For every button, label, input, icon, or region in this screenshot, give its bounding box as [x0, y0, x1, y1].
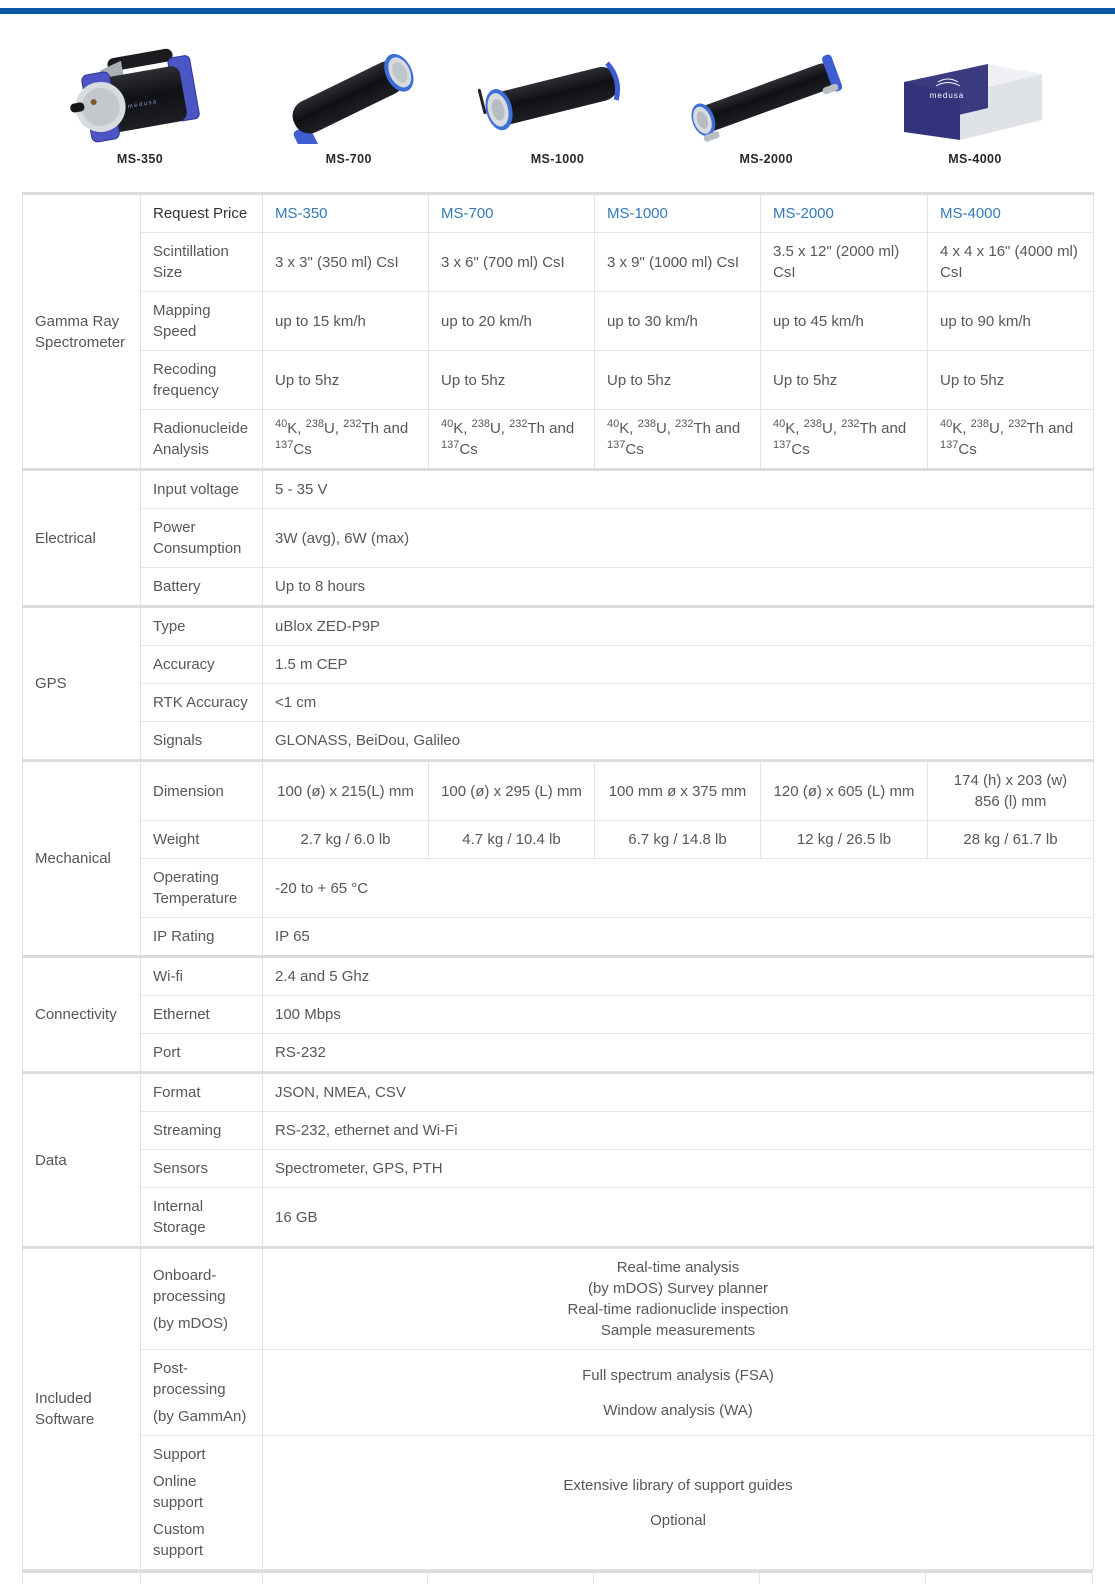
- spec-value-cell: up to 90 km/h: [928, 292, 1094, 351]
- spec-value-cell: 2.7 kg / 6.0 lb: [263, 821, 429, 859]
- spec-label-cell: Battery: [141, 568, 263, 607]
- span-value-cell: 2.4 and 5 Ghz: [263, 957, 1094, 996]
- spec-value-cell: 120 (ø) x 605 (L) mm: [761, 761, 928, 821]
- product-image-ms-4000: [890, 48, 1060, 144]
- spec-label-cell: Sensors: [141, 1150, 263, 1188]
- span-value-cell: [263, 1248, 1094, 1350]
- spec-value-cell: 4.7 kg / 10.4 lb: [429, 821, 595, 859]
- spec-value-cell: $^{40}$K, $^{238}$U, $^{232}$Th and $^{137}$Cs: [928, 410, 1094, 470]
- spec-value-cell: 100 (ø) x 215(L) mm: [263, 761, 429, 821]
- spec-label-cell: [141, 1350, 263, 1436]
- spec-value-cell: 3.5 x 12" (2000 ml) CsI: [761, 233, 928, 292]
- spec-value-cell: 100 mm ø x 375 mm: [595, 761, 761, 821]
- group-cell-included-software: Included Software: [23, 1248, 141, 1570]
- span-value-cell: 5 - 35 V: [263, 470, 1094, 509]
- spec-value-cell: Up to 5hz: [263, 351, 429, 410]
- product-ms-4000[interactable]: [875, 48, 1075, 166]
- spec-value-cell: up to 30 km/h: [595, 292, 761, 351]
- label-line: Onboard-processing: [153, 1266, 226, 1305]
- model-header-ms-4000[interactable]: MS-4000: [928, 194, 1094, 233]
- spec-value-cell: 3 x 9" (1000 ml) CsI: [595, 233, 761, 292]
- value-line: Real-time analysis: [616, 1259, 740, 1276]
- section-mechanical: [23, 761, 1094, 957]
- value-line: Real-time radionuclide inspection: [567, 1301, 789, 1318]
- spec-value-cell: 4 x 4 x 16" (4000 ml) CsI: [928, 233, 1094, 292]
- span-value-cell: -20 to + 65 °C: [263, 859, 1094, 918]
- spec-value-cell: 3 x 6" (700 ml) CsI: [429, 233, 595, 292]
- section-data: [23, 1073, 1094, 1248]
- spec-value-cell: up to 15 km/h: [263, 292, 429, 351]
- spec-value-cell: Up to 5hz: [595, 351, 761, 410]
- span-value-cell: RS-232: [263, 1034, 1094, 1073]
- table-row: [23, 233, 1094, 292]
- span-value-cell: Spectrometer, GPS, PTH: [263, 1150, 1094, 1188]
- spec-label-cell: Power Consumption: [141, 509, 263, 568]
- model-header-ms-1000[interactable]: MS-1000: [595, 194, 761, 233]
- section-electrical: [23, 470, 1094, 607]
- spec-value-cell: 12 kg / 26.5 lb: [761, 821, 928, 859]
- spec-label-cell: Signals: [141, 722, 263, 761]
- model-header-ms-2000[interactable]: MS-2000: [761, 194, 928, 233]
- span-value-cell: 100 Mbps: [263, 996, 1094, 1034]
- spec-value-cell: 174 (h) x 203 (w) 856 (l) mm: [928, 761, 1094, 821]
- spec-value-cell: $^{40}$K, $^{238}$U, $^{232}$Th and $^{137}$Cs: [761, 410, 928, 470]
- product-ms-2000[interactable]: [666, 48, 866, 166]
- value-line: Extensive library of support guides: [563, 1476, 793, 1494]
- spec-label-cell: [141, 1248, 263, 1350]
- table-row: [23, 410, 1094, 470]
- product-label: MS-700: [325, 152, 372, 166]
- label-line: Custom support: [153, 1521, 205, 1559]
- table-row: [23, 722, 1094, 761]
- section-gamma-ray-spectrometer: [23, 194, 1094, 470]
- label-line: Online support: [153, 1473, 204, 1511]
- table-row: [23, 859, 1094, 918]
- spec-value-cell: 28 kg / 61.7 lb: [928, 821, 1094, 859]
- product-image-ms-2000: [681, 48, 851, 144]
- span-value-cell: Up to 8 hours: [263, 568, 1094, 607]
- spec-table: [22, 192, 1094, 1570]
- span-value-cell: [263, 1436, 1094, 1570]
- span-value-cell: JSON, NMEA, CSV: [263, 1073, 1094, 1112]
- section-connectivity: [23, 957, 1094, 1073]
- value-line: Full spectrum analysis (FSA): [582, 1366, 774, 1384]
- spec-label-cell: Radionucleide Analysis: [141, 410, 263, 470]
- spec-label-cell: Accuracy: [141, 646, 263, 684]
- spec-value-cell: $^{40}$K, $^{238}$U, $^{232}$Th and $^{137}$Cs: [429, 410, 595, 470]
- label-line: (by GammAn): [153, 1408, 247, 1425]
- cutoff-next-row: [22, 1570, 1093, 1584]
- product-ms-350[interactable]: [40, 48, 240, 166]
- spec-value-cell: $^{40}$K, $^{238}$U, $^{232}$Th and $^{137}$Cs: [263, 410, 429, 470]
- spec-value-cell: 6.7 kg / 14.8 lb: [595, 821, 761, 859]
- table-row: [23, 292, 1094, 351]
- table-row: [23, 1112, 1094, 1150]
- spec-value-cell: 3 x 3" (350 ml) CsI: [263, 233, 429, 292]
- spec-label-cell: Port: [141, 1034, 263, 1073]
- spec-label-cell: Operating Temperature: [141, 859, 263, 918]
- spec-label-cell: Weight: [141, 821, 263, 859]
- group-cell-electrical: Electrical: [23, 470, 141, 607]
- spec-label-cell: Type: [141, 607, 263, 646]
- model-header-ms-700[interactable]: MS-700: [429, 194, 595, 233]
- table-row: [23, 1248, 1094, 1350]
- label-line: Post-processing: [153, 1360, 226, 1398]
- table-header-row: [23, 194, 1094, 233]
- product-image-ms-700: [274, 48, 424, 144]
- table-row: [23, 761, 1094, 821]
- request-price-header: Request Price: [141, 194, 263, 233]
- table-row: [23, 1034, 1094, 1073]
- spec-label-cell: Dimension: [141, 761, 263, 821]
- span-value-cell: RS-232, ethernet and Wi-Fi: [263, 1112, 1094, 1150]
- spec-value-cell: Up to 5hz: [761, 351, 928, 410]
- table-row: [23, 1188, 1094, 1248]
- spec-label-cell: Input voltage: [141, 470, 263, 509]
- section-included-software: [23, 1248, 1094, 1570]
- spec-label-cell: RTK Accuracy: [141, 684, 263, 722]
- product-strip: [40, 48, 1075, 166]
- spec-value-cell: Up to 5hz: [429, 351, 595, 410]
- model-header-ms-350[interactable]: MS-350: [263, 194, 429, 233]
- brand-text: medusa: [127, 98, 159, 111]
- group-cell-data: Data: [23, 1073, 141, 1248]
- spec-label-cell: Format: [141, 1073, 263, 1112]
- table-row: [23, 509, 1094, 568]
- spec-label-cell: Wi-fi: [141, 957, 263, 996]
- table-row: [23, 1073, 1094, 1112]
- table-row: [23, 684, 1094, 722]
- value-line: Sample measurements: [600, 1322, 756, 1339]
- table-row: [23, 996, 1094, 1034]
- span-value-cell: uBlox ZED-P9P: [263, 607, 1094, 646]
- product-image-ms-1000: [478, 48, 638, 144]
- span-value-cell: GLONASS, BeiDou, Galileo: [263, 722, 1094, 761]
- span-value-cell: 3W (avg), 6W (max): [263, 509, 1094, 568]
- value-line: (by mDOS) Survey planner: [587, 1280, 769, 1297]
- spec-label-cell: Ethernet: [141, 996, 263, 1034]
- span-value-cell: 1.5 m CEP: [263, 646, 1094, 684]
- table-row: [23, 470, 1094, 509]
- spec-label-cell: Scintillation Size: [141, 233, 263, 292]
- group-cell-connectivity: Connectivity: [23, 957, 141, 1073]
- spec-label-cell: Internal Storage: [141, 1188, 263, 1248]
- span-value-cell: <1 cm: [263, 684, 1094, 722]
- brand-text: medusa: [929, 91, 965, 100]
- spec-value-cell: 100 (ø) x 295 (L) mm: [429, 761, 595, 821]
- group-cell-gamma: Gamma Ray Spectrometer: [23, 194, 141, 470]
- label-line: (by mDOS): [153, 1314, 228, 1332]
- spec-label-cell: Mapping Speed: [141, 292, 263, 351]
- group-cell-gps: GPS: [23, 607, 141, 761]
- table-row: [23, 821, 1094, 859]
- table-row: [23, 957, 1094, 996]
- product-label: MS-1000: [530, 152, 585, 166]
- product-label: MS-350: [116, 152, 164, 166]
- spec-label-cell: Recoding frequency: [141, 351, 263, 410]
- spec-label-cell: [141, 1436, 263, 1570]
- table-row: [23, 1150, 1094, 1188]
- spec-value-cell: $^{40}$K, $^{238}$U, $^{232}$Th and $^{137}$Cs: [595, 410, 761, 470]
- value-line: Optional: [650, 1511, 706, 1529]
- table-row: [23, 1350, 1094, 1436]
- table-row: [23, 918, 1094, 957]
- label-line: Support: [153, 1446, 206, 1463]
- group-cell-mechanical: Mechanical: [23, 761, 141, 957]
- product-label: MS-4000: [948, 152, 1002, 166]
- table-row: [23, 607, 1094, 646]
- span-value-cell: IP 65: [263, 918, 1094, 957]
- product-ms-1000[interactable]: [458, 48, 658, 166]
- product-label: MS-2000: [739, 152, 794, 166]
- spec-value-cell: up to 20 km/h: [429, 292, 595, 351]
- product-ms-700[interactable]: [249, 48, 449, 166]
- table-row: [23, 351, 1094, 410]
- spec-value-cell: up to 45 km/h: [761, 292, 928, 351]
- table-row: [23, 568, 1094, 607]
- section-gps: [23, 607, 1094, 761]
- table-row: [23, 1436, 1094, 1570]
- value-line: Window analysis (WA): [603, 1401, 753, 1419]
- product-image-ms-350: [70, 48, 210, 144]
- span-value-cell: [263, 1350, 1094, 1436]
- spec-value-cell: Up to 5hz: [928, 351, 1094, 410]
- spec-label-cell: IP Rating: [141, 918, 263, 957]
- spec-label-cell: Streaming: [141, 1112, 263, 1150]
- span-value-cell: 16 GB: [263, 1188, 1094, 1248]
- table-row: [23, 646, 1094, 684]
- top-accent-bar: [0, 8, 1115, 14]
